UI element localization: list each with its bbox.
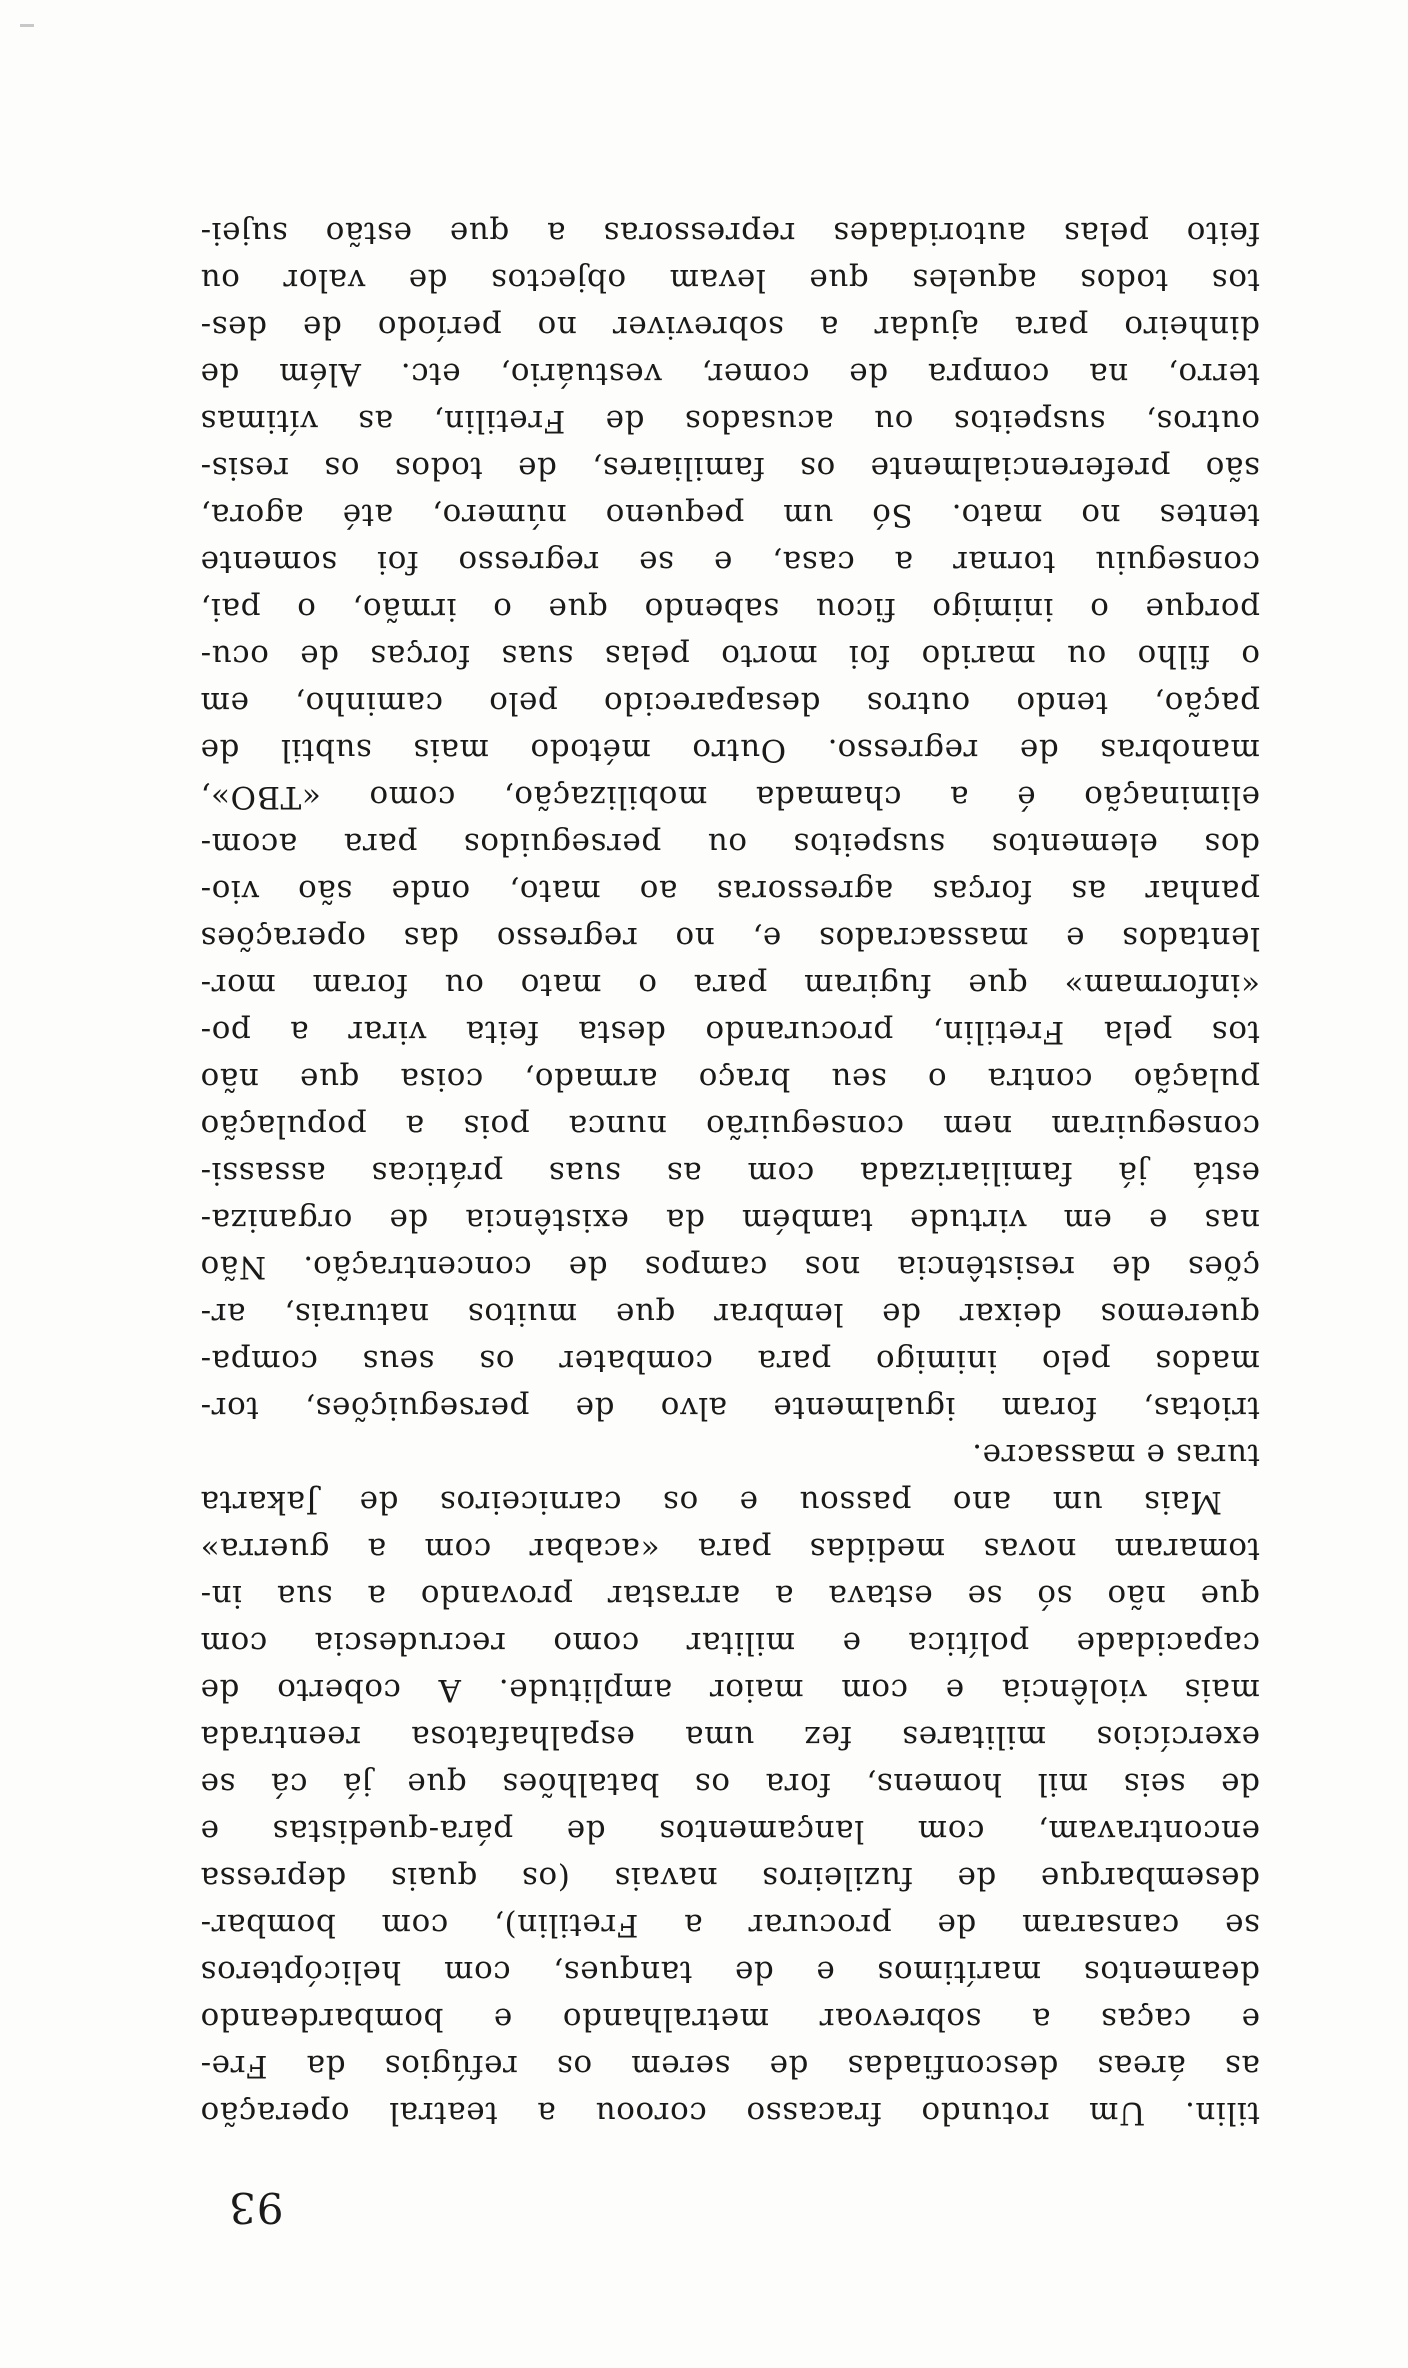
text-line: triotas, foram igualmente alvo de perseguições, tor- (200, 1390, 1260, 1426)
text-line: o filho ou marido foi morto pelas suas forças de ocu- (200, 638, 1260, 674)
text-line: conseguiu tornar a casa, e se regresso foi somente (200, 544, 1260, 580)
text-line: turas e massacre. (971, 1437, 1260, 1473)
text-line: mados pelo inimigo para combater os seus compa- (200, 1343, 1260, 1379)
text-line: deamentos marítimos e de tanques, com helicópteros (200, 1954, 1260, 1990)
text-line: dos elementos suspeitos ou perseguidos para acom- (200, 826, 1260, 862)
text-line: pulação contra o seu braço armado, coisa que não (200, 1061, 1260, 1097)
text-line: são preferencialmente os familiares, de todos os resis- (200, 450, 1260, 486)
text-line: outros, suspeitos ou acusados de Fretilin, as vítimas (200, 403, 1260, 439)
text-line: encontravam, com lançamentos de pára-quedistas e (200, 1813, 1260, 1849)
text-line: panhar as forças agressoras ao mato, onde são vio- (200, 873, 1260, 909)
text-line: e caças a sobrevoar metralhando e bombardeando (200, 2001, 1260, 2037)
text-line: as áreas desconfiadas de serem os refúgios da Fre- (200, 2048, 1260, 2084)
text-line: tos pela Fretilin, procurando desta feita virar a po- (200, 1014, 1260, 1050)
scan-speck (20, 24, 34, 27)
text-line: se cansaram de procurar a Fretilin), com bombar- (200, 1907, 1260, 1943)
text-line: exercícios militares fez uma espalhafatosa reentrada (200, 1719, 1260, 1755)
text-line: porque o inimigo ficou sabendo que o irmão, o pai, (200, 591, 1260, 627)
text-line: capacidade política e militar como recrudescia com (200, 1625, 1260, 1661)
text-line: desembarque de fuzileiros navais (os quais depressa (200, 1860, 1260, 1896)
text-line: está já familiarizada com as suas práticas assassi- (200, 1155, 1260, 1191)
text-line: eliminação é a chamada mobilização, como «TBO», (200, 779, 1260, 815)
text-line: lentados e massacrados e, no regresso das operações (200, 920, 1260, 956)
page-number: 93 (228, 2183, 284, 2232)
text-line: queremos deixar de lembrar que muitos naturais, ar- (200, 1296, 1260, 1332)
text-line: de seis mil homens, fora os batalhões que já cá se (200, 1766, 1260, 1802)
text-line: que não só se estava a arrastar provando a sua in- (200, 1578, 1260, 1614)
text-line: terro, na compra de comer, vestuário, etc. Além de (200, 356, 1260, 392)
text-line: pação, tendo outros desaparecido pelo caminho, em (200, 685, 1260, 721)
text-line: dinheiro para ajudar a sobreviver no período de des- (200, 309, 1260, 345)
text-line: mais violência e com maior amplitude. A coberto de (200, 1672, 1260, 1708)
text-line: tomaram novas medidas para «acabar com a guerra» (200, 1531, 1260, 1567)
text-line: tos todos aqueles que levam objectos de valor ou (200, 262, 1260, 298)
text-line: «informam» que fugiram para o mato ou foram mor- (200, 967, 1260, 1003)
text-line: manobras de regresso. Outro método mais subtil de (200, 732, 1260, 768)
text-line: Mais um ano passou e os carniceiros de Jakarta (200, 1484, 1222, 1520)
text-line: tilin. Um rotundo fracasso coroou a teatral operação (200, 2095, 1260, 2131)
text-line: nas e em virtude também da existência de organiza- (200, 1202, 1260, 1238)
text-line: tentes no mato. Só um pequeno número, até agora, (200, 497, 1260, 533)
text-line: ções de resistência nos campos de concentração. Não (200, 1249, 1260, 1285)
text-line: feito pelas autoridades repressoras a que estão sujei- (200, 215, 1260, 251)
body-text (200, 209, 1260, 2136)
page-text-block-rotated (200, 215, 1260, 2232)
text-line: conseguiram nem conseguirão nunca pois a população (200, 1108, 1260, 1144)
